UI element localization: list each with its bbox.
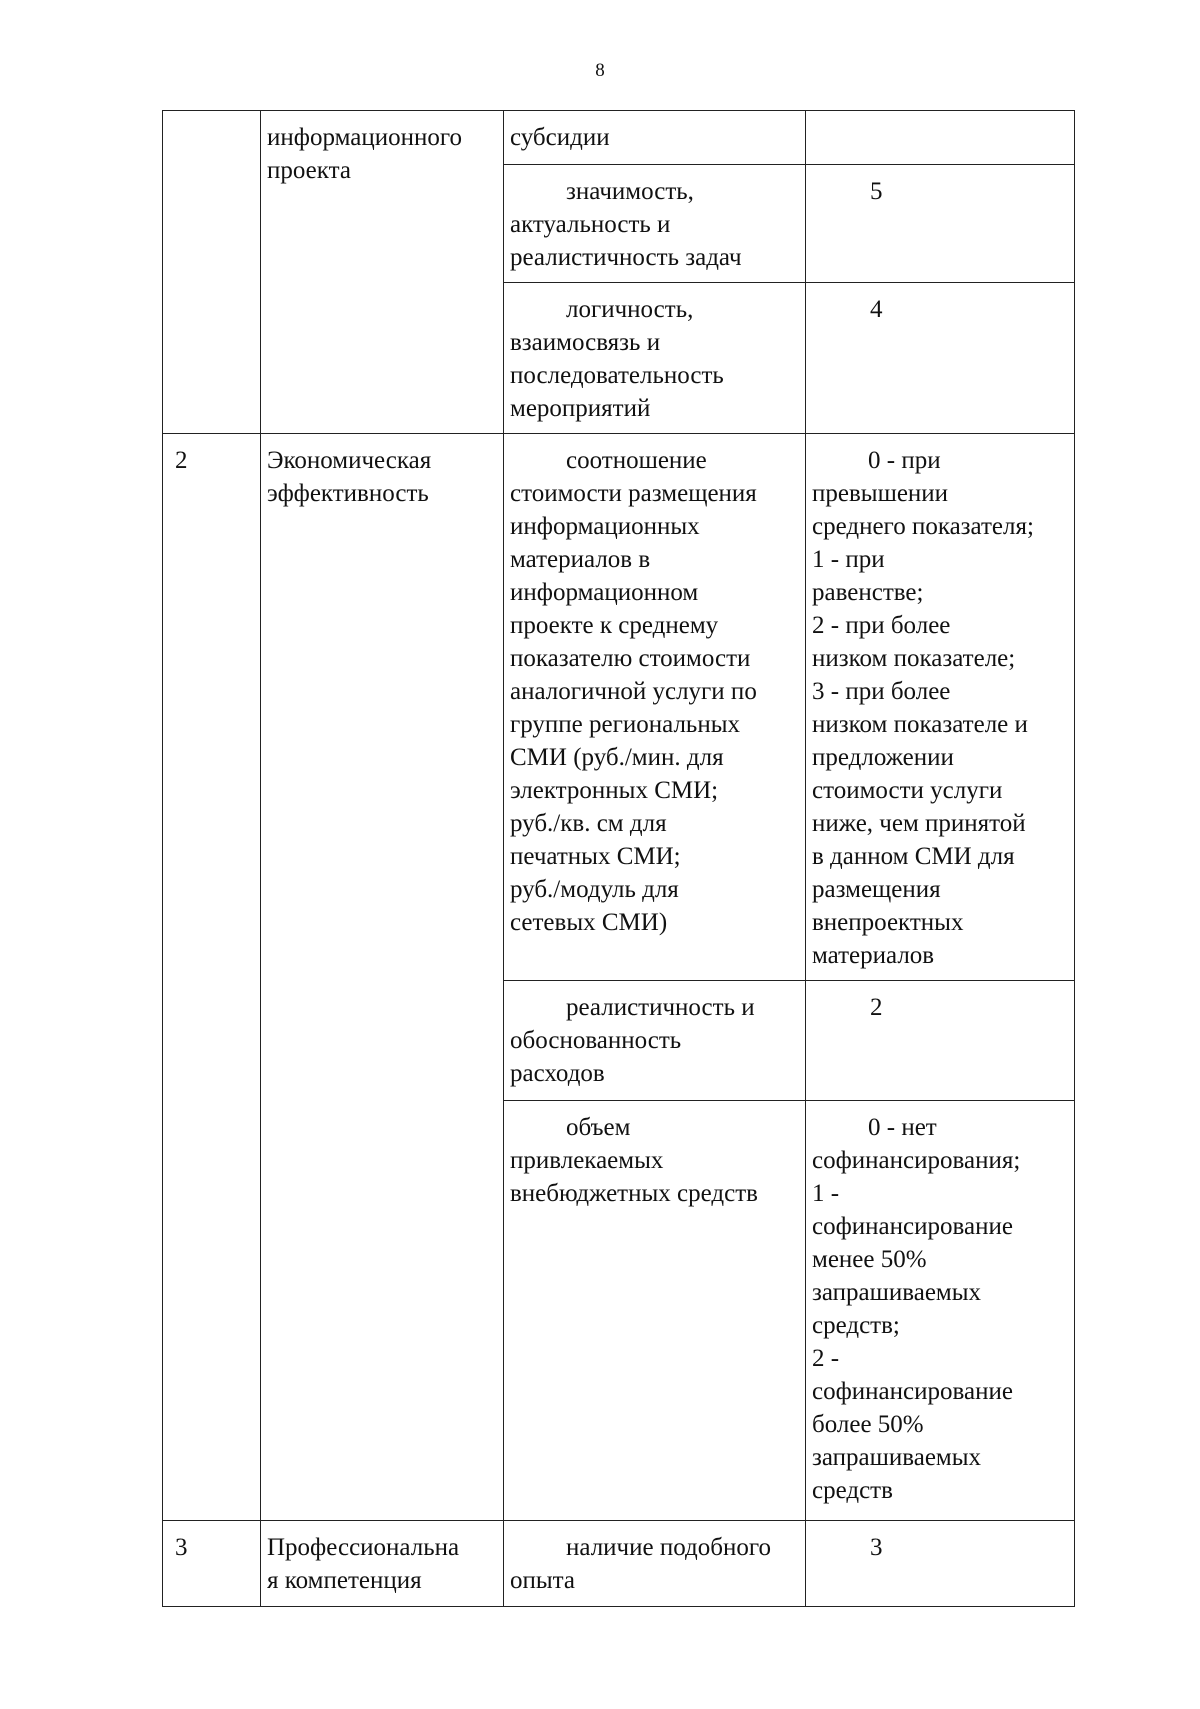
- table-row: [163, 111, 1075, 165]
- criteria-table: [162, 110, 1075, 1607]
- indicator-cell: объем привлекаемых внебюджетных средств: [504, 1101, 806, 1521]
- indicator-cell: наличие подобного опыта: [504, 1521, 806, 1607]
- row-number-cell: 3: [163, 1521, 261, 1607]
- indicator-cell: соотношение стоимости размещения информационных материалов в информационном проекте к среднему показателю стоимости аналогичной услуги по группе региональных СМИ (руб./мин. для электронных СМИ; руб./кв. см для печатных СМИ; руб./модуль для сетевых СМИ): [504, 434, 806, 981]
- indicator-cell: реалистичность и обоснованность расходов: [504, 981, 806, 1101]
- indicator-cell: значимость, актуальность и реалистичность задач: [504, 165, 806, 283]
- score-cell: 4: [806, 283, 1075, 434]
- criterion-cell: Профессиональна я компетенция: [261, 1521, 504, 1607]
- table-row: [163, 1521, 1075, 1607]
- row-number-cell: [163, 111, 261, 434]
- indicator-cell: субсидии: [504, 111, 806, 165]
- score-cell: 2: [806, 981, 1075, 1101]
- page-number: 8: [595, 60, 605, 81]
- score-cell: 0 - при превышении среднего показателя; 1 - при равенстве; 2 - при более низком показателе; 3 - при более низком показателе и предложении стоимости услуги ниже, чем принятой в данном СМИ для размещения внепроектных материалов: [806, 434, 1075, 981]
- indicator-cell: логичность, взаимосвязь и последовательность мероприятий: [504, 283, 806, 434]
- score-cell: 0 - нет софинансирования; 1 - софинансирование менее 50% запрашиваемых средств; 2 - софинансирование более 50% запрашиваемых средств: [806, 1101, 1075, 1521]
- score-cell: 3: [806, 1521, 1075, 1607]
- table-row: [163, 434, 1075, 981]
- criterion-cell: информационного проекта: [261, 111, 504, 434]
- row-number-cell: 2: [163, 434, 261, 1521]
- score-cell: 5: [806, 165, 1075, 283]
- score-cell: [806, 111, 1075, 165]
- criterion-cell: Экономическая эффективность: [261, 434, 504, 1521]
